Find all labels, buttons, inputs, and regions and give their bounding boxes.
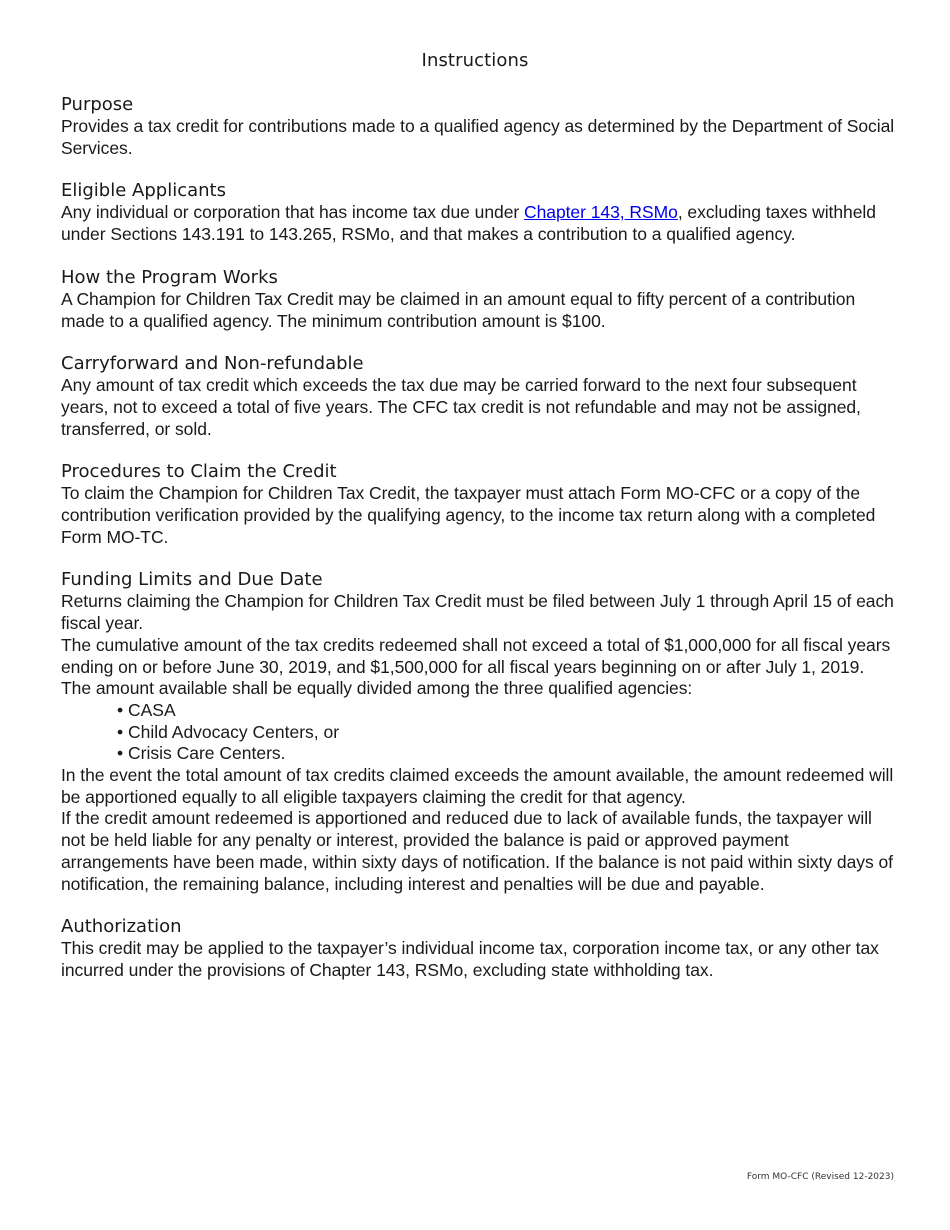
section-heading-funding: Funding Limits and Due Date — [61, 569, 323, 591]
section-heading-authorization: Authorization — [61, 916, 182, 938]
agency-list — [61, 700, 896, 765]
funding-text-3: In the event the total amount of tax credits claimed exceeds the amount available, the amount redeemed will be apportioned equally to all eligible taxpayers claiming the credit for that agency. — [61, 765, 894, 807]
form-revision-footer: Form MO-CFC (Revised 12-2023) — [746, 1172, 894, 1182]
section-purpose — [61, 94, 896, 159]
section-heading-carryforward: Carryforward and Non-refundable — [61, 353, 364, 375]
program-text: A Champion for Children Tax Credit may be claimed in an amount equal to fifty percent of a contribution made to a qualified agency. The minimum contribution amount is $100. — [61, 288, 856, 331]
carryforward-text: Any amount of tax credit which exceeds the tax due may be carried forward to the next four subsequent years, not to exceed a total of five years. The CFC tax credit is not refundable and may not be assigned, transferred, or sold. — [61, 375, 861, 439]
eligible-text-after: , excluding taxes withheld under Sections 143.191 to 143.265, RSMo, and that makes a contribution to a qualified agency. — [61, 202, 876, 245]
section-heading-procedures: Procedures to Claim the Credit — [61, 461, 337, 483]
section-how-program-works — [61, 267, 896, 332]
eligible-text-before: Any individual or corporation that has income tax due under — [61, 202, 524, 223]
section-procedures — [61, 461, 896, 548]
list-item: • Crisis Care Centers. — [117, 743, 896, 765]
section-authorization — [61, 916, 896, 981]
instructions-content — [61, 94, 896, 1003]
section-heading-eligible: Eligible Applicants — [61, 180, 226, 202]
chapter-143-link[interactable]: Chapter 143, RSMo — [523, 202, 678, 223]
section-eligible-applicants — [61, 180, 896, 245]
section-heading-program: How the Program Works — [61, 266, 278, 288]
purpose-text: Provides a tax credit for contributions made to a qualified agency as determined by the Department of Social Services. — [61, 116, 895, 158]
funding-text-1: Returns claiming the Champion for Children Tax Credit must be filed between July 1 through April 15 of each fiscal year. — [61, 591, 894, 634]
funding-text-4: If the credit amount redeemed is apportioned and reduced due to lack of available funds, the taxpayer will not be held liable for any penalty or interest, provided the balance is paid or approved payment arrangements have been made, within sixty days of notification. If the balance is not paid within sixty days of notification, the remaining balance, including interest and penalties will be due and payable. — [61, 808, 893, 894]
eligible-text — [61, 202, 896, 245]
page-title: Instructions — [421, 50, 529, 71]
list-item: • Child Advocacy Centers, or — [117, 722, 896, 744]
section-funding-limits — [61, 569, 896, 895]
funding-text-2: The cumulative amount of the tax credits redeemed shall not exceed a total of $1,000,000 for all fiscal years ending on or before June 30, 2019, and $1,500,000 for all fiscal years beginning on or after July 1, 2019. The amount available shall be equally divided among the three qualified agencies: — [61, 634, 891, 699]
list-item: • CASA — [117, 700, 896, 722]
section-heading-purpose: Purpose — [61, 94, 134, 115]
procedures-text: To claim the Champion for Children Tax Credit, the taxpayer must attach Form MO-CFC or a copy of the contribution verification provided by the qualifying agency, to the income tax return along with a completed Form MO-TC. — [61, 483, 876, 547]
authorization-text: This credit may be applied to the taxpayer’s individual income tax, corporation income tax, or any other tax incurred under the provisions of Chapter 143, RSMo, excluding state withholding tax. — [61, 938, 879, 980]
section-carryforward — [61, 353, 896, 440]
